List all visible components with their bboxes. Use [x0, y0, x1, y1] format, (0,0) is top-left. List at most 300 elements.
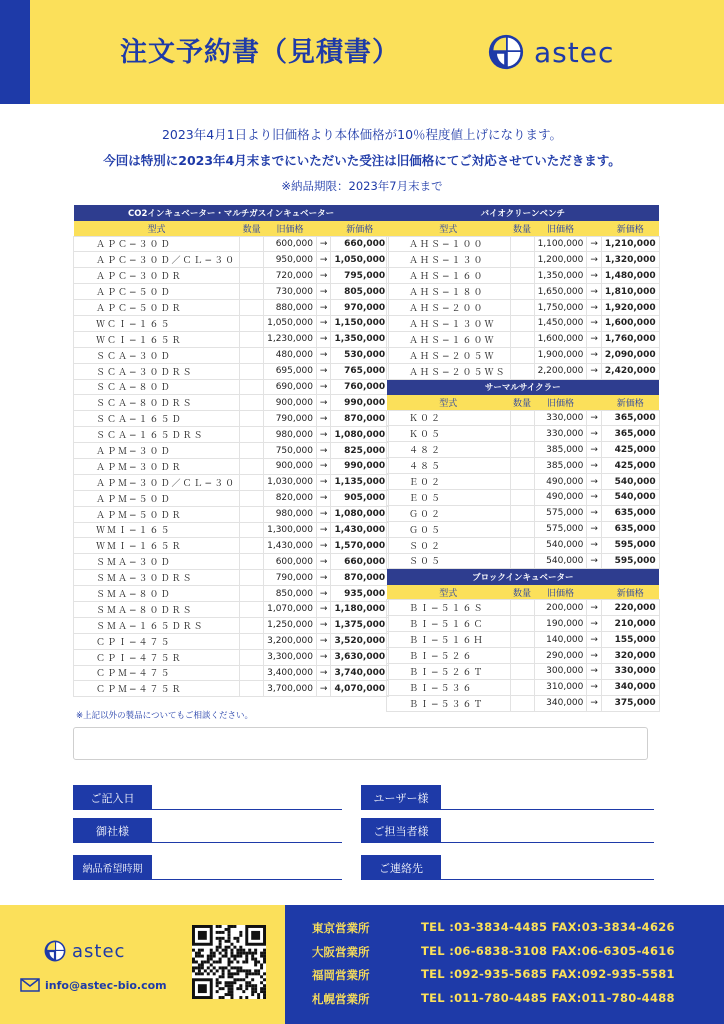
- old-price-cell: 950,000: [264, 252, 317, 268]
- new-price-cell: 990,000: [331, 395, 389, 411]
- model-cell: ＡＨＳ−１３０: [387, 252, 511, 268]
- table-row: [74, 411, 389, 427]
- arrow-cell: →: [587, 505, 602, 521]
- table-row: [74, 506, 389, 522]
- model-cell: ＡＰＣ−３０Ｄ／ＣＬ−３０: [74, 252, 240, 268]
- old-price-cell: 290,000: [534, 648, 587, 664]
- qty-cell[interactable]: [510, 632, 534, 648]
- astec-logo-icon: [488, 34, 524, 70]
- model-cell: ＷＣＩ−１６５Ｒ: [74, 331, 240, 347]
- table-row: [387, 426, 660, 442]
- qty-cell[interactable]: [240, 681, 264, 697]
- arrow-cell: →: [316, 284, 331, 300]
- date-label: ご記入日: [73, 785, 152, 810]
- arrow-cell: →: [587, 410, 602, 426]
- old-price-cell: 750,000: [264, 443, 317, 459]
- table-row: [387, 252, 660, 268]
- old-price-cell: 820,000: [264, 490, 317, 506]
- table-row: [74, 570, 389, 586]
- old-price-cell: 1,200,000: [534, 252, 587, 268]
- qty-cell[interactable]: [510, 268, 534, 284]
- arrow-cell: →: [316, 268, 331, 284]
- user-field[interactable]: [441, 809, 654, 810]
- new-price-cell: 1,570,000: [331, 538, 389, 554]
- new-price-cell: 365,000: [601, 426, 659, 442]
- table-row: [74, 681, 389, 697]
- arrow-cell: →: [587, 600, 602, 616]
- qty-cell[interactable]: [240, 395, 264, 411]
- old-price-cell: 690,000: [264, 379, 317, 395]
- model-cell: ＳＣＡ−３０ＤＲＳ: [74, 363, 240, 379]
- qty-cell[interactable]: [510, 537, 534, 553]
- table-row: [74, 586, 389, 602]
- date-field[interactable]: [152, 809, 342, 810]
- old-price-cell: 900,000: [264, 458, 317, 474]
- old-price-cell: 200,000: [534, 600, 587, 616]
- arrow-cell: →: [316, 300, 331, 316]
- price-notice: 2023年4月1日より旧価格より本体価格が10％程度値上げになります。: [161, 127, 563, 142]
- qty-cell[interactable]: [510, 252, 534, 268]
- model-cell: ＡＰＭ−５０Ｄ: [74, 490, 240, 506]
- model-cell: ＡＨＳ−１３０Ｗ: [387, 315, 511, 331]
- model-cell: ＡＰＣ−５０ＤＲ: [74, 300, 240, 316]
- old-price-cell: 3,300,000: [264, 649, 317, 665]
- delivery-label: 納品希望時期: [73, 855, 152, 880]
- old-price-cell: 1,230,000: [264, 331, 317, 347]
- qty-cell[interactable]: [240, 570, 264, 586]
- new-price-cell: 1,180,000: [331, 601, 389, 617]
- qty-cell[interactable]: [510, 426, 534, 442]
- old-price-cell: 385,000: [534, 458, 587, 474]
- new-price-cell: 530,000: [331, 347, 389, 363]
- table-row: [74, 443, 389, 459]
- qty-cell[interactable]: [240, 252, 264, 268]
- table-row: [74, 315, 389, 331]
- qty-cell[interactable]: [240, 522, 264, 538]
- arrow-cell: →: [587, 236, 602, 252]
- table-row: [74, 649, 389, 665]
- qr-code-icon[interactable]: [192, 925, 266, 999]
- model-cell: ＢＩ−５２６: [387, 648, 511, 664]
- qty-cell[interactable]: [240, 633, 264, 649]
- col-old-price-header: 旧価格: [534, 221, 587, 236]
- footer-brand-name: astec: [72, 940, 126, 962]
- office-name: 東京営業所: [312, 921, 370, 935]
- new-price-cell: 3,630,000: [331, 649, 389, 665]
- model-cell: Ｇ０５: [387, 521, 511, 537]
- model-cell: ＡＰＣ−５０Ｄ: [74, 284, 240, 300]
- qty-cell[interactable]: [240, 379, 264, 395]
- qty-cell[interactable]: [510, 505, 534, 521]
- model-cell: ＳＣＡ−１６５Ｄ: [74, 411, 240, 427]
- old-price-cell: 720,000: [264, 268, 317, 284]
- footer-email[interactable]: [20, 978, 167, 992]
- table-row: [387, 236, 660, 252]
- model-cell: ＡＨＳ−２０５Ｗ: [387, 347, 511, 363]
- table-row: [74, 538, 389, 554]
- arrow-cell: →: [316, 347, 331, 363]
- new-price-cell: 970,000: [331, 300, 389, 316]
- table-row: [387, 458, 660, 474]
- arrow-cell: →: [587, 347, 602, 363]
- special-offer-notice: 今回は特別に2023年4月末までにいただいた受注は旧価格にてご対応させていただきます。: [103, 153, 621, 168]
- arrow-cell: →: [316, 331, 331, 347]
- table-row: [74, 427, 389, 443]
- qty-cell[interactable]: [510, 284, 534, 300]
- qty-cell[interactable]: [510, 410, 534, 426]
- qty-cell[interactable]: [510, 600, 534, 616]
- arrow-cell: →: [316, 554, 331, 570]
- contact-field[interactable]: [441, 879, 654, 880]
- model-cell: ＳＭＡ−１６５ＤＲＳ: [74, 617, 240, 633]
- qty-cell[interactable]: [240, 586, 264, 602]
- qty-cell[interactable]: [510, 521, 534, 537]
- table-row: [387, 489, 660, 505]
- office-contact: TEL :03-3834-4485 FAX:03-3834-4626: [421, 920, 675, 934]
- table-row: [387, 632, 660, 648]
- arrow-cell: →: [316, 363, 331, 379]
- qty-cell[interactable]: [510, 331, 534, 347]
- arrow-cell: →: [587, 663, 602, 679]
- table-row: [74, 363, 389, 379]
- qty-cell[interactable]: [510, 363, 534, 379]
- new-price-cell: 220,000: [601, 600, 659, 616]
- new-price-cell: 4,070,000: [331, 681, 389, 697]
- contact-label: ご連絡先: [361, 855, 441, 880]
- arrow-cell: →: [587, 537, 602, 553]
- arrow-cell: →: [316, 490, 331, 506]
- col-arrow-header: [587, 395, 602, 410]
- old-price-cell: 1,070,000: [264, 601, 317, 617]
- model-cell: ＡＨＳ−１００: [387, 236, 511, 252]
- col-model-header: 型式: [387, 585, 511, 600]
- arrow-cell: →: [316, 522, 331, 538]
- qty-cell[interactable]: [240, 554, 264, 570]
- qty-cell[interactable]: [240, 347, 264, 363]
- qty-cell[interactable]: [240, 443, 264, 459]
- new-price-cell: 330,000: [601, 663, 659, 679]
- arrow-cell: →: [587, 553, 602, 569]
- qty-cell[interactable]: [240, 665, 264, 681]
- table-row: [74, 490, 389, 506]
- qty-cell[interactable]: [240, 363, 264, 379]
- qty-cell[interactable]: [510, 616, 534, 632]
- qty-cell[interactable]: [240, 268, 264, 284]
- old-price-cell: 1,450,000: [534, 315, 587, 331]
- table-row: [387, 521, 660, 537]
- table-row: [387, 442, 660, 458]
- new-price-cell: 1,430,000: [331, 522, 389, 538]
- qty-cell[interactable]: [510, 663, 534, 679]
- model-cell: ＢＩ−５３６Ｔ: [387, 695, 511, 711]
- new-price-cell: 1,135,000: [331, 474, 389, 490]
- qty-cell[interactable]: [510, 474, 534, 490]
- new-price-cell: 1,320,000: [601, 252, 659, 268]
- col-qty-header: 数量: [510, 395, 534, 410]
- old-price-cell: 2,200,000: [534, 363, 587, 379]
- table-row: [74, 633, 389, 649]
- arrow-cell: →: [316, 458, 331, 474]
- arrow-cell: →: [316, 236, 331, 252]
- company-label: 御社様: [73, 818, 152, 843]
- qty-cell[interactable]: [510, 315, 534, 331]
- model-cell: Ｅ０２: [387, 474, 511, 490]
- old-price-cell: 140,000: [534, 632, 587, 648]
- office-name: 大阪営業所: [312, 944, 370, 959]
- old-price-cell: 385,000: [534, 442, 587, 458]
- office-name: 福岡営業所: [312, 968, 370, 982]
- qty-cell[interactable]: [510, 442, 534, 458]
- new-price-cell: 540,000: [601, 489, 659, 505]
- arrow-cell: →: [316, 617, 331, 633]
- arrow-cell: →: [587, 331, 602, 347]
- model-cell: ＡＰＭ−３０Ｄ／ＣＬ−３０: [74, 474, 240, 490]
- model-cell: Ｋ０２: [387, 410, 511, 426]
- new-price-cell: 1,080,000: [331, 427, 389, 443]
- model-cell: ＳＭＡ−３０ＤＲＳ: [74, 570, 240, 586]
- qty-cell[interactable]: [240, 300, 264, 316]
- new-price-cell: 375,000: [601, 695, 659, 711]
- table-row: [387, 331, 660, 347]
- co2-incubator-table: [73, 205, 389, 697]
- new-price-cell: 1,600,000: [601, 315, 659, 331]
- old-price-cell: 1,600,000: [534, 331, 587, 347]
- qty-cell[interactable]: [240, 411, 264, 427]
- old-price-cell: 1,350,000: [534, 268, 587, 284]
- new-price-cell: 2,420,000: [601, 363, 659, 379]
- old-price-cell: 1,750,000: [534, 300, 587, 316]
- qty-cell[interactable]: [240, 474, 264, 490]
- new-price-cell: 660,000: [331, 554, 389, 570]
- qty-cell[interactable]: [510, 553, 534, 569]
- model-cell: ４８２: [387, 442, 511, 458]
- model-cell: ＳＣＡ−１６５ＤＲＳ: [74, 427, 240, 443]
- old-price-cell: 850,000: [264, 586, 317, 602]
- table-row: [387, 505, 660, 521]
- arrow-cell: →: [587, 426, 602, 442]
- old-price-cell: 880,000: [264, 300, 317, 316]
- table-row: [387, 663, 660, 679]
- qty-cell[interactable]: [240, 284, 264, 300]
- col-arrow-header: [587, 221, 602, 236]
- old-price-cell: 695,000: [264, 363, 317, 379]
- arrow-cell: →: [316, 395, 331, 411]
- arrow-cell: →: [316, 411, 331, 427]
- new-price-cell: 425,000: [601, 442, 659, 458]
- model-cell: ＷＣＩ−１６５: [74, 315, 240, 331]
- old-price-cell: 190,000: [534, 616, 587, 632]
- footer-brand: [44, 940, 125, 962]
- col-new-price-header: 新価格: [601, 221, 659, 236]
- arrow-cell: →: [587, 315, 602, 331]
- old-price-cell: 1,050,000: [264, 315, 317, 331]
- new-price-cell: 1,480,000: [601, 268, 659, 284]
- old-price-cell: 3,200,000: [264, 633, 317, 649]
- arrow-cell: →: [587, 458, 602, 474]
- arrow-cell: →: [316, 427, 331, 443]
- table-row: [74, 284, 389, 300]
- old-price-cell: 490,000: [534, 489, 587, 505]
- model-cell: Ｇ０２: [387, 505, 511, 521]
- model-cell: ＳＣＡ−３０Ｄ: [74, 347, 240, 363]
- new-price-cell: 635,000: [601, 505, 659, 521]
- new-price-cell: 635,000: [601, 521, 659, 537]
- model-cell: ＡＰＣ−３０Ｄ: [74, 236, 240, 252]
- model-cell: ＡＨＳ−１６０Ｗ: [387, 331, 511, 347]
- new-price-cell: 2,090,000: [601, 347, 659, 363]
- qty-cell[interactable]: [510, 236, 534, 252]
- arrow-cell: →: [316, 681, 331, 697]
- model-cell: ＢＩ−５１６Ｓ: [387, 600, 511, 616]
- brand-name: astec: [534, 35, 615, 69]
- old-price-cell: 1,430,000: [264, 538, 317, 554]
- table-row: [387, 268, 660, 284]
- qty-cell[interactable]: [240, 601, 264, 617]
- arrow-cell: →: [587, 632, 602, 648]
- new-price-cell: 1,350,000: [331, 331, 389, 347]
- arrow-cell: →: [587, 616, 602, 632]
- office-contact: TEL :092-935-5685 FAX:092-935-5581: [421, 967, 675, 981]
- table-row: [74, 300, 389, 316]
- old-price-cell: 330,000: [534, 410, 587, 426]
- header-accent-bar: [0, 0, 30, 104]
- contact-person-field[interactable]: [441, 842, 654, 843]
- arrow-cell: →: [587, 679, 602, 695]
- col-model-header: 型式: [387, 221, 511, 236]
- model-cell: ＳＣＡ−８０ＤＲＳ: [74, 395, 240, 411]
- table-row: [387, 679, 660, 695]
- astec-logo-icon: [44, 940, 66, 962]
- col-new-price-header: 新価格: [601, 395, 659, 410]
- col-model-header: 型式: [74, 221, 240, 236]
- table-row: [74, 252, 389, 268]
- memo-box[interactable]: [73, 727, 648, 760]
- qty-cell[interactable]: [510, 458, 534, 474]
- qty-cell[interactable]: [240, 649, 264, 665]
- qty-cell[interactable]: [240, 490, 264, 506]
- table-row: [74, 665, 389, 681]
- col-old-price-header: 旧価格: [534, 585, 587, 600]
- table-row: [74, 347, 389, 363]
- model-cell: Ｓ０２: [387, 537, 511, 553]
- qty-cell[interactable]: [240, 236, 264, 252]
- new-price-cell: 1,210,000: [601, 236, 659, 252]
- table-row: [74, 522, 389, 538]
- arrow-cell: →: [316, 443, 331, 459]
- old-price-cell: 1,900,000: [534, 347, 587, 363]
- old-price-cell: 490,000: [534, 474, 587, 490]
- model-cell: ＳＭＡ−８０Ｄ: [74, 586, 240, 602]
- qty-cell[interactable]: [510, 489, 534, 505]
- footnote: ※上記以外の製品についてもご相談ください。: [76, 711, 253, 721]
- table-row: [387, 537, 660, 553]
- arrow-cell: →: [316, 665, 331, 681]
- model-cell: ＷＭＩ−１６５Ｒ: [74, 538, 240, 554]
- old-price-cell: 300,000: [534, 663, 587, 679]
- table-row: [387, 284, 660, 300]
- old-price-cell: 980,000: [264, 427, 317, 443]
- office-name: 札幌営業所: [312, 991, 370, 1006]
- qty-cell[interactable]: [240, 506, 264, 522]
- table-row: [387, 600, 660, 616]
- qty-cell[interactable]: [240, 427, 264, 443]
- table-row: [74, 268, 389, 284]
- arrow-cell: →: [587, 489, 602, 505]
- col-old-price-header: 旧価格: [264, 221, 317, 236]
- col-new-price-header: 新価格: [331, 221, 389, 236]
- old-price-cell: 1,300,000: [264, 522, 317, 538]
- brand: [488, 34, 614, 70]
- delivery-field[interactable]: [152, 879, 342, 880]
- old-price-cell: 1,030,000: [264, 474, 317, 490]
- arrow-cell: →: [587, 284, 602, 300]
- qty-cell[interactable]: [240, 617, 264, 633]
- new-price-cell: 660,000: [331, 236, 389, 252]
- qty-cell[interactable]: [510, 695, 534, 711]
- arrow-cell: →: [316, 586, 331, 602]
- old-price-cell: 790,000: [264, 570, 317, 586]
- model-cell: Ｓ０５: [387, 553, 511, 569]
- new-price-cell: 1,150,000: [331, 315, 389, 331]
- new-price-cell: 3,520,000: [331, 633, 389, 649]
- col-arrow-header: [587, 585, 602, 600]
- model-cell: ４８５: [387, 458, 511, 474]
- email-text: info@astec-bio.com: [45, 978, 167, 992]
- qty-cell[interactable]: [510, 648, 534, 664]
- table-row: [387, 474, 660, 490]
- model-cell: ＷＭＩ−１６５: [74, 522, 240, 538]
- old-price-cell: 1,100,000: [534, 236, 587, 252]
- new-price-cell: 870,000: [331, 411, 389, 427]
- arrow-cell: →: [316, 649, 331, 665]
- arrow-cell: →: [316, 570, 331, 586]
- table-row: [74, 474, 389, 490]
- model-cell: ＡＰＭ−５０ＤＲ: [74, 506, 240, 522]
- arrow-cell: →: [587, 363, 602, 379]
- table-row: [74, 554, 389, 570]
- model-cell: ＣＰＭ−４７５Ｒ: [74, 681, 240, 697]
- table-row: [387, 695, 660, 711]
- new-price-cell: 1,920,000: [601, 300, 659, 316]
- model-cell: ＢＩ−５３６: [387, 679, 511, 695]
- new-price-cell: 825,000: [331, 443, 389, 459]
- qty-cell[interactable]: [510, 679, 534, 695]
- old-price-cell: 730,000: [264, 284, 317, 300]
- qty-cell[interactable]: [510, 300, 534, 316]
- table-row: [387, 363, 660, 379]
- old-price-cell: 1,250,000: [264, 617, 317, 633]
- old-price-cell: 310,000: [534, 679, 587, 695]
- table-row: [74, 379, 389, 395]
- qty-cell[interactable]: [240, 331, 264, 347]
- qty-cell[interactable]: [240, 538, 264, 554]
- new-price-cell: 340,000: [601, 679, 659, 695]
- new-price-cell: 595,000: [601, 553, 659, 569]
- old-price-cell: 600,000: [264, 236, 317, 252]
- new-price-cell: 3,740,000: [331, 665, 389, 681]
- table-title: サーマルサイクラー: [387, 379, 660, 395]
- arrow-cell: →: [587, 474, 602, 490]
- old-price-cell: 3,700,000: [264, 681, 317, 697]
- new-price-cell: 765,000: [331, 363, 389, 379]
- qty-cell[interactable]: [240, 315, 264, 331]
- company-field[interactable]: [152, 842, 342, 843]
- new-price-cell: 1,375,000: [331, 617, 389, 633]
- qty-cell[interactable]: [510, 347, 534, 363]
- new-price-cell: 805,000: [331, 284, 389, 300]
- model-cell: ＡＨＳ−１８０: [387, 284, 511, 300]
- qty-cell[interactable]: [240, 458, 264, 474]
